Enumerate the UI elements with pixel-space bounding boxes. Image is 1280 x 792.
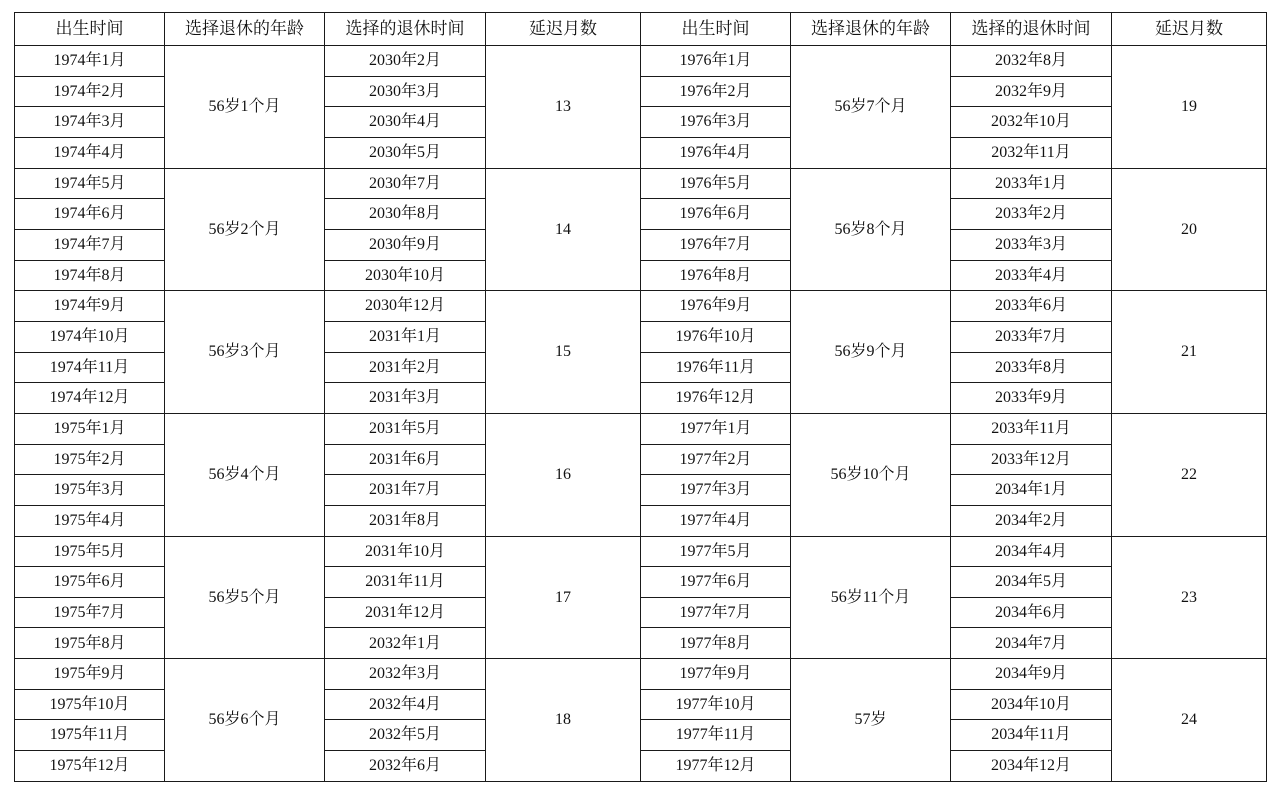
cell-birth-right: 1977年5月 [641, 536, 791, 567]
cell-retirement-time-left: 2032年5月 [325, 720, 486, 751]
cell-birth-right: 1976年2月 [641, 76, 791, 107]
cell-retirement-time-right: 2034年9月 [951, 659, 1112, 690]
cell-delay-months-right: 23 [1112, 536, 1267, 659]
cell-retirement-time-left: 2031年12月 [325, 597, 486, 628]
cell-birth-left: 1974年10月 [15, 321, 165, 352]
cell-retirement-time-right: 2034年5月 [951, 567, 1112, 598]
column-header-delay-right: 延迟月数 [1112, 13, 1267, 46]
cell-retirement-time-left: 2030年9月 [325, 229, 486, 260]
cell-birth-left: 1974年4月 [15, 137, 165, 168]
cell-retirement-time-right: 2033年2月 [951, 199, 1112, 230]
cell-retirement-time-left: 2031年6月 [325, 444, 486, 475]
cell-birth-right: 1976年11月 [641, 352, 791, 383]
cell-birth-left: 1975年1月 [15, 413, 165, 444]
cell-birth-right: 1977年11月 [641, 720, 791, 751]
cell-retirement-age-right: 56岁10个月 [791, 413, 951, 536]
cell-retirement-time-right: 2033年1月 [951, 168, 1112, 199]
cell-retirement-age-left: 56岁3个月 [165, 291, 325, 414]
cell-delay-months-right: 19 [1112, 46, 1267, 169]
cell-birth-right: 1976年10月 [641, 321, 791, 352]
column-header-age-right: 选择退休的年龄 [791, 13, 951, 46]
column-header-retire-time-left: 选择的退休时间 [325, 13, 486, 46]
cell-delay-months-left: 13 [486, 46, 641, 169]
cell-retirement-age-right: 56岁9个月 [791, 291, 951, 414]
cell-birth-left: 1975年2月 [15, 444, 165, 475]
cell-birth-left: 1974年6月 [15, 199, 165, 230]
cell-birth-right: 1977年9月 [641, 659, 791, 690]
cell-retirement-time-right: 2033年3月 [951, 229, 1112, 260]
cell-retirement-age-left: 56岁6个月 [165, 659, 325, 782]
cell-birth-left: 1975年3月 [15, 475, 165, 506]
cell-birth-left: 1975年11月 [15, 720, 165, 751]
cell-birth-left: 1975年10月 [15, 689, 165, 720]
cell-birth-right: 1977年10月 [641, 689, 791, 720]
cell-retirement-time-left: 2031年7月 [325, 475, 486, 506]
cell-retirement-time-right: 2033年4月 [951, 260, 1112, 291]
cell-retirement-time-right: 2034年10月 [951, 689, 1112, 720]
column-header-delay-left: 延迟月数 [486, 13, 641, 46]
cell-retirement-time-left: 2032年4月 [325, 689, 486, 720]
cell-birth-left: 1974年2月 [15, 76, 165, 107]
cell-retirement-time-right: 2032年9月 [951, 76, 1112, 107]
table-body [15, 46, 1267, 782]
cell-birth-left: 1974年3月 [15, 107, 165, 138]
cell-delay-months-left: 15 [486, 291, 641, 414]
cell-delay-months-right: 24 [1112, 659, 1267, 782]
cell-retirement-time-left: 2030年12月 [325, 291, 486, 322]
cell-retirement-time-right: 2034年4月 [951, 536, 1112, 567]
cell-birth-right: 1976年3月 [641, 107, 791, 138]
table-row [15, 659, 1267, 690]
cell-retirement-time-left: 2030年5月 [325, 137, 486, 168]
cell-retirement-time-right: 2034年12月 [951, 751, 1112, 782]
cell-retirement-age-left: 56岁4个月 [165, 413, 325, 536]
cell-retirement-time-left: 2031年8月 [325, 505, 486, 536]
table-row [15, 168, 1267, 199]
cell-retirement-time-left: 2032年3月 [325, 659, 486, 690]
cell-retirement-time-left: 2032年6月 [325, 751, 486, 782]
cell-birth-left: 1974年5月 [15, 168, 165, 199]
cell-retirement-age-left: 56岁1个月 [165, 46, 325, 169]
table-row [15, 46, 1267, 77]
column-header-age-left: 选择退休的年龄 [165, 13, 325, 46]
cell-retirement-time-right: 2033年9月 [951, 383, 1112, 414]
cell-birth-left: 1974年12月 [15, 383, 165, 414]
cell-retirement-time-left: 2030年10月 [325, 260, 486, 291]
cell-retirement-age-left: 56岁5个月 [165, 536, 325, 659]
cell-retirement-time-right: 2033年7月 [951, 321, 1112, 352]
cell-retirement-time-left: 2030年3月 [325, 76, 486, 107]
cell-delay-months-left: 16 [486, 413, 641, 536]
table-row [15, 291, 1267, 322]
cell-birth-right: 1977年7月 [641, 597, 791, 628]
cell-birth-right: 1976年9月 [641, 291, 791, 322]
cell-birth-right: 1977年6月 [641, 567, 791, 598]
cell-retirement-time-left: 2031年1月 [325, 321, 486, 352]
cell-retirement-time-right: 2034年1月 [951, 475, 1112, 506]
table-row [15, 536, 1267, 567]
cell-birth-right: 1977年12月 [641, 751, 791, 782]
cell-retirement-time-right: 2034年6月 [951, 597, 1112, 628]
cell-retirement-age-right: 56岁7个月 [791, 46, 951, 169]
cell-delay-months-left: 17 [486, 536, 641, 659]
cell-birth-left: 1974年11月 [15, 352, 165, 383]
cell-retirement-time-right: 2033年11月 [951, 413, 1112, 444]
cell-retirement-time-left: 2030年2月 [325, 46, 486, 77]
retirement-schedule-table [14, 12, 1267, 782]
cell-retirement-time-left: 2031年5月 [325, 413, 486, 444]
cell-birth-left: 1975年9月 [15, 659, 165, 690]
cell-birth-right: 1976年5月 [641, 168, 791, 199]
cell-retirement-time-left: 2031年11月 [325, 567, 486, 598]
column-header-retire-time-right: 选择的退休时间 [951, 13, 1112, 46]
cell-birth-left: 1975年7月 [15, 597, 165, 628]
cell-retirement-age-right: 57岁 [791, 659, 951, 782]
cell-retirement-time-left: 2031年2月 [325, 352, 486, 383]
cell-birth-right: 1976年8月 [641, 260, 791, 291]
cell-retirement-age-right: 56岁11个月 [791, 536, 951, 659]
cell-retirement-age-left: 56岁2个月 [165, 168, 325, 291]
cell-birth-right: 1976年12月 [641, 383, 791, 414]
cell-retirement-time-right: 2033年6月 [951, 291, 1112, 322]
header-row [15, 13, 1267, 46]
cell-birth-right: 1977年3月 [641, 475, 791, 506]
cell-delay-months-right: 22 [1112, 413, 1267, 536]
cell-birth-right: 1977年2月 [641, 444, 791, 475]
cell-delay-months-right: 20 [1112, 168, 1267, 291]
column-header-birth-right: 出生时间 [641, 13, 791, 46]
cell-birth-left: 1974年7月 [15, 229, 165, 260]
cell-birth-right: 1976年1月 [641, 46, 791, 77]
cell-birth-left: 1974年9月 [15, 291, 165, 322]
cell-birth-right: 1976年6月 [641, 199, 791, 230]
cell-birth-left: 1975年12月 [15, 751, 165, 782]
cell-retirement-time-right: 2033年12月 [951, 444, 1112, 475]
cell-retirement-time-right: 2032年8月 [951, 46, 1112, 77]
cell-birth-left: 1974年1月 [15, 46, 165, 77]
cell-birth-left: 1974年8月 [15, 260, 165, 291]
cell-retirement-time-right: 2034年2月 [951, 505, 1112, 536]
cell-retirement-time-left: 2030年8月 [325, 199, 486, 230]
cell-birth-right: 1977年1月 [641, 413, 791, 444]
cell-retirement-time-left: 2031年10月 [325, 536, 486, 567]
cell-retirement-time-right: 2034年7月 [951, 628, 1112, 659]
cell-delay-months-left: 18 [486, 659, 641, 782]
cell-birth-left: 1975年4月 [15, 505, 165, 536]
cell-birth-right: 1976年4月 [641, 137, 791, 168]
cell-delay-months-right: 21 [1112, 291, 1267, 414]
cell-retirement-age-right: 56岁8个月 [791, 168, 951, 291]
cell-retirement-time-right: 2032年11月 [951, 137, 1112, 168]
cell-birth-left: 1975年8月 [15, 628, 165, 659]
cell-birth-left: 1975年6月 [15, 567, 165, 598]
cell-retirement-time-right: 2033年8月 [951, 352, 1112, 383]
cell-retirement-time-left: 2031年3月 [325, 383, 486, 414]
cell-birth-right: 1977年4月 [641, 505, 791, 536]
cell-delay-months-left: 14 [486, 168, 641, 291]
cell-retirement-time-left: 2032年1月 [325, 628, 486, 659]
cell-birth-left: 1975年5月 [15, 536, 165, 567]
cell-birth-right: 1976年7月 [641, 229, 791, 260]
cell-retirement-time-left: 2030年7月 [325, 168, 486, 199]
cell-birth-right: 1977年8月 [641, 628, 791, 659]
cell-retirement-time-right: 2032年10月 [951, 107, 1112, 138]
cell-retirement-time-right: 2034年11月 [951, 720, 1112, 751]
column-header-birth-left: 出生时间 [15, 13, 165, 46]
table-header [15, 13, 1267, 46]
cell-retirement-time-left: 2030年4月 [325, 107, 486, 138]
table-row [15, 413, 1267, 444]
